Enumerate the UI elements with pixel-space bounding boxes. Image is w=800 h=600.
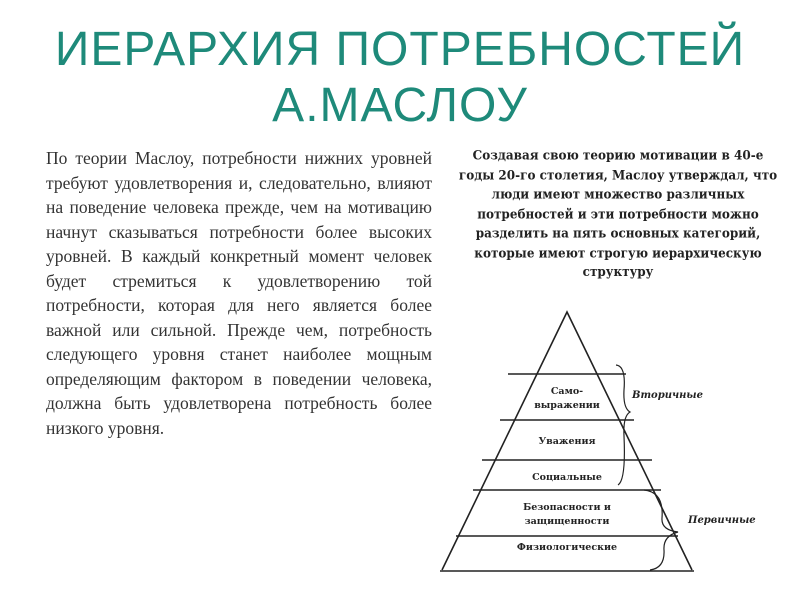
- level-label-safety: защищенности: [524, 516, 610, 527]
- slide-title: [0, 22, 800, 134]
- title-line-1: ИЕРАРХИЯ ПОТРЕБНОСТЕЙ: [54, 23, 746, 76]
- level-label-social: Социальные: [532, 472, 602, 483]
- secondary-brace: [616, 365, 630, 485]
- level-label-self-expression: выражении: [534, 400, 600, 411]
- group-label-secondary: Вторичные: [632, 390, 703, 401]
- figure-caption: Создавая свою теорию мотивации в 40-е годы 20-го столетия, Маслоу утверждал, что люди имеют множество различных потребностей и эти потребности можно разделить на пять основных категорий, которые имеют строгую иерархическую структуру: [458, 148, 778, 280]
- maslow-figure: [440, 140, 790, 590]
- level-label-esteem: Уважения: [538, 436, 596, 447]
- group-label-primary: Первичные: [688, 515, 756, 526]
- level-label-self-expression: Само-: [550, 386, 584, 397]
- title-line-2: А.МАСЛОУ: [272, 79, 528, 132]
- level-label-safety: Безопасности и: [523, 502, 611, 513]
- body-paragraph: По теории Маслоу, потребности нижних уровней требуют удовлетворения и, следовательно, влияют на поведение человека прежде, чем на мотивацию начнут сказываться потребности более высоких уровней. В каждый конкретный момент человек будет стремиться к удовлетворению той потребности, которая для него является более важной или сильной. Прежде чем, потребность следующего уровня станет наиболее мощным определяющим фактором в поведении человека, должна быть удовлетворена потребность более низкого уровня.: [46, 148, 432, 438]
- level-label-physiological: Физиологические: [516, 542, 618, 553]
